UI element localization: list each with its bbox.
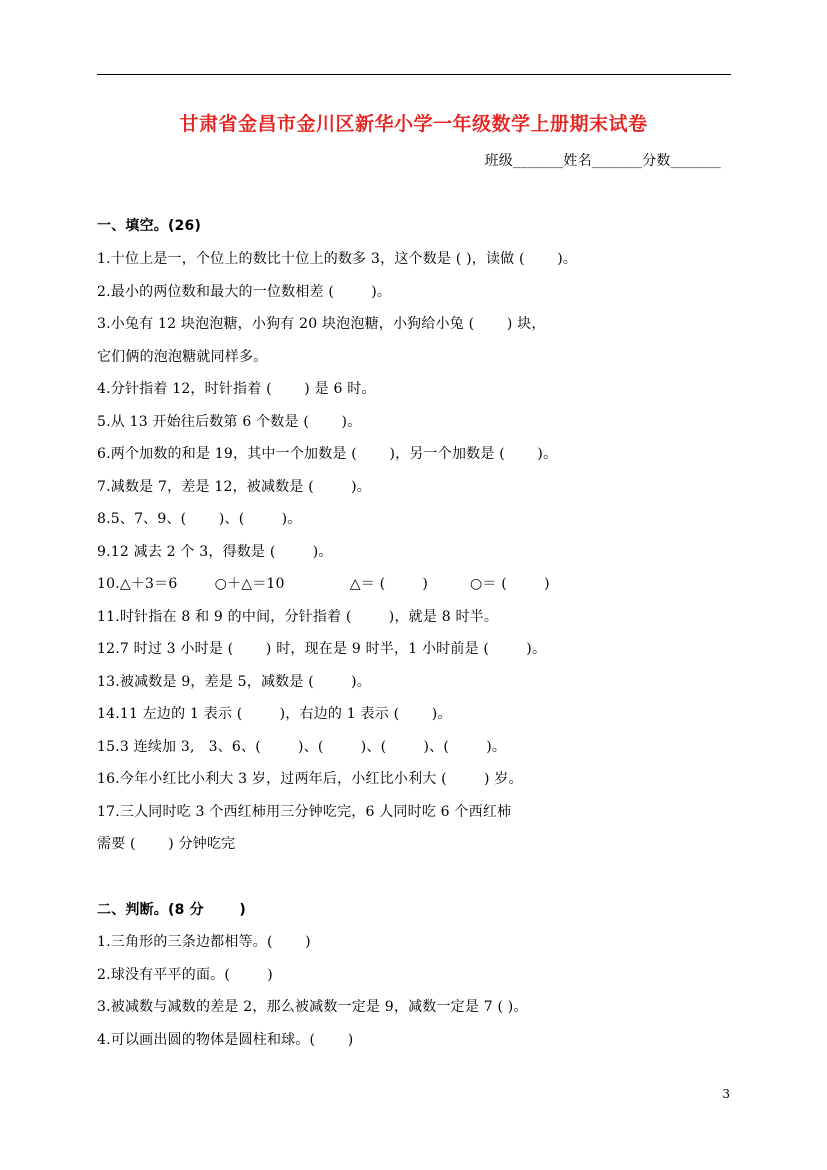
document-title: 甘肃省金昌市金川区新华小学一年级数学上册期末试卷 — [179, 113, 648, 135]
question-line: 2.球没有平平的面。( ) — [97, 967, 273, 983]
question-line: 4.分针指着 12，时针指着 ( ) 是 6 时。 — [97, 381, 376, 397]
question-line: 15.3 连续加 3, 3、6、( )、( )、( )、( )。 — [97, 739, 507, 755]
question-line: 12.7 时过 3 小时是 ( ) 时，现在是 9 时半，1 小时前是 ( )。 — [97, 641, 547, 657]
question-line: 3.被减数与减数的差是 2，那么被减数一定是 9，减数一定是 7 ( )。 — [97, 999, 528, 1015]
question-line: 16.今年小红比小利大 3 岁，过两年后，小红比小利大 ( ) 岁。 — [97, 771, 523, 787]
question-line: 17.三人同时吃 3 个西红柿用三分钟吃完，6 人同时吃 6 个西红柿 — [97, 804, 512, 820]
question-line: 1.三角形的三条边都相等。( ) — [97, 934, 311, 950]
page-number: 3 — [722, 1087, 730, 1101]
question-line: 2.最小的两位数和最大的一位数相差 ( )。 — [97, 284, 392, 300]
question-line: 10.△＋3＝6 ○＋△＝10 △＝ ( ) ○＝ ( ) — [97, 576, 550, 592]
question-line: 4.可以画出圆的物体是圆柱和球。( ) — [97, 1032, 354, 1048]
question-line: 1.十位上是一，个位上的数比十位上的数多 3，这个数是 ( )，读做 ( )。 — [97, 251, 578, 267]
question-line: 需要 ( ) 分钟吃完 — [97, 836, 236, 852]
question-line: 3.小兔有 12 块泡泡糖，小狗有 20 块泡泡糖，小狗给小兔 ( ) 块， — [97, 316, 546, 332]
question-line: 6.两个加数的和是 19，其中一个加数是 ( )，另一个加数是 ( )。 — [97, 446, 558, 462]
question-line: 14.11 左边的 1 表示 ( )，右边的 1 表示 ( )。 — [97, 706, 452, 722]
question-line: 7.减数是 7，差是 12，被减数是 ( )。 — [97, 479, 371, 495]
section-heading-true-false: 二、判断。(8 分 ) — [97, 902, 246, 918]
student-info-line: 班级_______姓名_______分数_______ — [484, 153, 721, 169]
question-line: 它们俩的泡泡糖就同样多。 — [97, 349, 268, 365]
header-rule — [97, 74, 731, 75]
question-line: 8.5、7、9、( )、( )。 — [97, 511, 302, 527]
question-line: 5.从 13 开始往后数第 6 个数是 ( )。 — [97, 414, 362, 430]
question-line: 11.时针指在 8 和 9 的中间，分针指着 ( )，就是 8 时半。 — [97, 609, 499, 625]
section-heading-fill-in: 一、填空。(26) — [97, 218, 202, 234]
question-line: 13.被减数是 9，差是 5，减数是 ( )。 — [97, 674, 371, 690]
question-line: 9.12 减去 2 个 3，得数是 ( )。 — [97, 544, 333, 560]
